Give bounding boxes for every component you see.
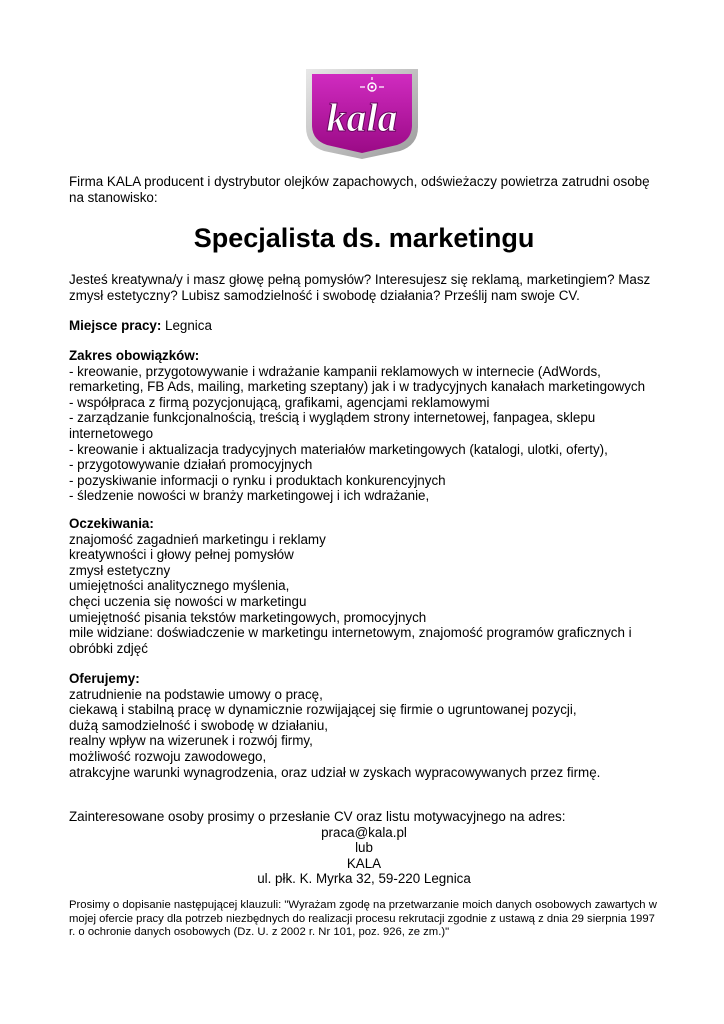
contact-or: lub: [355, 840, 373, 856]
contact-section: [69, 809, 659, 887]
logo-text: kala: [326, 95, 398, 140]
list-item: - zarządzanie funkcjonalnością, treścią i wyglądem strony internetowej, fanpagea, sklepu internetowego: [69, 410, 596, 441]
duties-heading: Zakres obowiązków:: [69, 348, 200, 363]
page-title: Specjalista ds. marketingu: [193, 223, 535, 253]
list-item: mile widziane: doświadczenie w marketingu internetowym, znajomość programów graficznych i obróbki zdjęć: [69, 625, 632, 656]
expectations-heading: Oczekiwania:: [69, 516, 154, 531]
list-item: - śledzenie nowości w branży marketingowej i ich wdrażanie,: [69, 488, 430, 504]
contact-text: Zainteresowane osoby prosimy o przesłanie CV oraz listu motywacyjnego na adres:: [69, 809, 566, 824]
location-label: Miejsce pracy:: [69, 318, 162, 333]
list-item: - przygotowywanie działań promocyjnych: [69, 457, 313, 473]
kala-logo: [304, 67, 420, 159]
list-item: ciekawą i stabilną pracę w dynamicznie rozwijającej się firmie o ugruntowanej pozycji,: [69, 702, 577, 718]
list-item: zatrudnienie na podstawie umowy o pracę,: [69, 686, 323, 702]
list-item: - kreowanie, przygotowywanie i wdrażanie kampanii reklamowych w internecie (AdWords, remarketing, FB Ads, mailing, marketing szeptany) jak i w tradycyjnych kanałach marketingowych: [69, 363, 646, 395]
location-value: Legnica: [161, 318, 212, 333]
list-item: chęci uczenia się nowości w marketingu: [69, 593, 307, 609]
kala-logo-icon: [304, 67, 420, 159]
list-item: zmysł estetyczny: [69, 562, 171, 578]
contact-company: KALA: [346, 855, 382, 871]
lead-text: Jesteś kreatywna/y i masz głowę pełną pomysłów? Interesujesz się reklamą, marketingiem? Masz zmysł estetyczny? Lubisz samodzielność i swobodę działania? Prześlij nam swoje CV.: [69, 272, 651, 303]
offer-section: [69, 671, 659, 780]
contact-address: ul. płk. K. Myrka 32, 59-220 Legnica: [257, 871, 471, 887]
list-item: - współpraca z firmą pozycjonującą, grafikami, agencjami reklamowymi: [69, 394, 490, 410]
list-item: dużą samodzielność i swobodę w działaniu,: [69, 717, 329, 733]
intro-text: Firma KALA producent i dystrybutor olejków zapachowych, odświeżaczy powietrza zatrudni osobę na stanowisko:: [69, 174, 650, 205]
list-item: - pozyskiwanie informacji o rynku i produktach konkurencyjnych: [69, 472, 446, 488]
gdpr-clause: Prosimy o dopisanie następującej klauzuli: "Wyrażam zgodę na przetwarzanie moich danych osobowych zawartych w mojej ofercie pracy dla potrzeb niezbędnych do realizacji procesu rekrutacji zgodnie z ustawą z dnia 29 sierpnia 1997 r. o ochronie danych osobowych (Dz. U. z 2002 r. Nr 101, poz. 926, ze zm.)": [69, 899, 657, 939]
list-item: znajomość zagadnień marketingu i reklamy: [69, 531, 326, 547]
list-item: umiejętności analitycznego myślenia,: [69, 578, 290, 594]
list-item: atrakcyjne warunki wynagrodzenia, oraz udział w zyskach wypracowywanych przez firmę.: [69, 764, 601, 780]
list-item: umiejętność pisania tekstów marketingowych, promocyjnych: [69, 609, 427, 625]
location: [69, 318, 659, 334]
expectations-section: [69, 516, 659, 656]
list-item: realny wpływ na wizerunek i rozwój firmy,: [69, 733, 313, 749]
list-item: - kreowanie i aktualizacja tradycyjnych materiałów marketingowych (katalogi, ulotki, oferty),: [69, 441, 608, 457]
contact-email[interactable]: praca@kala.pl: [321, 824, 407, 840]
list-item: kreatywności i głowy pełnej pomysłów: [69, 547, 294, 563]
list-item: możliwość rozwoju zawodowego,: [69, 748, 267, 764]
offer-heading: Oferujemy:: [69, 671, 140, 686]
duties-section: [69, 348, 659, 504]
